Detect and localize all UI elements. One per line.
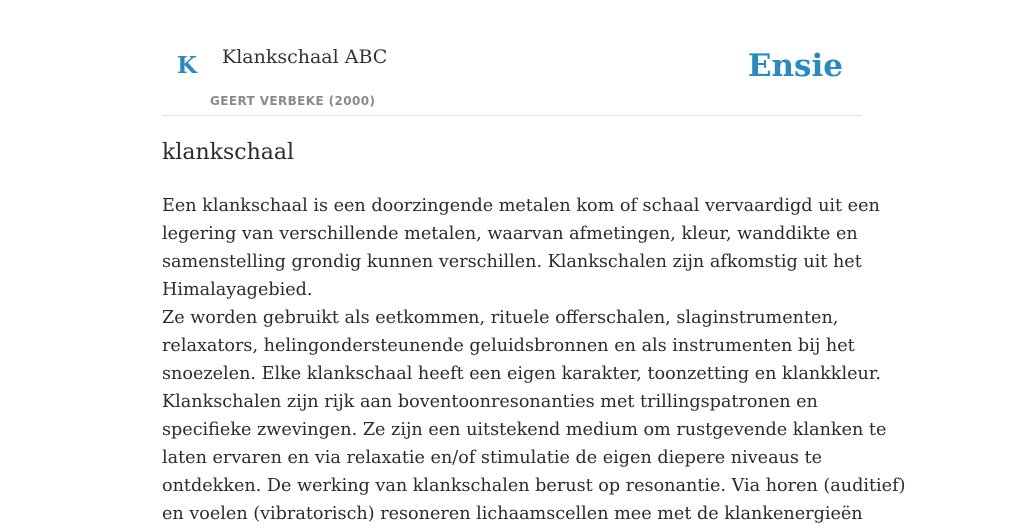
book-header [162, 0, 862, 116]
entry-text-line: snoezelen. Elke klankschaal heeft een eigen karakter, toonzetting en klankkleur. [162, 364, 881, 384]
entry-body [162, 192, 906, 528]
entry-text-line: specifieke zwevingen. Ze zijn een uitstekend medium om rustgevende klanken te [162, 420, 887, 440]
book-author: GEERT VERBEKE (2000) [210, 94, 376, 108]
book-title-link[interactable]: Klankschaal ABC [222, 46, 388, 68]
entry-text-line: Himalayagebied. [162, 280, 313, 300]
entry-text-line: Klankschalen zijn rijk aan boventoonresonanties met trillingspatronen en [162, 392, 818, 412]
ensie-logo-link[interactable]: Ensie [747, 48, 843, 84]
entry-text-line: laten ervaren en via relaxatie en/of stimulatie de eigen diepere niveaus te [162, 448, 823, 468]
entry-text-line: en voelen (vibratorisch) resoneren lichaamscellen mee met de klankenergieën [162, 504, 863, 524]
entry-text-line: ontdekken. De werking van klankschalen berust op resonantie. Via horen (auditief) [162, 476, 906, 496]
entry-text-line: Een klankschaal is een doorzingende metalen kom of schaal vervaardigd uit een [162, 196, 880, 216]
entry-title: klankschaal [162, 140, 295, 165]
entry-text-line: relaxators, helingondersteunende geluidsbronnen en als instrumenten bij het [162, 336, 855, 356]
book-letter-badge[interactable]: K [177, 52, 197, 79]
entry-text-line: Ze worden gebruikt als eetkommen, rituele offerschalen, slaginstrumenten, [162, 308, 839, 328]
entry-text-line: legering van verschillende metalen, waarvan afmetingen, kleur, wanddikte en [162, 224, 858, 244]
entry-text-line: samenstelling grondig kunnen verschillen. Klankschalen zijn afkomstig uit het [162, 252, 862, 272]
